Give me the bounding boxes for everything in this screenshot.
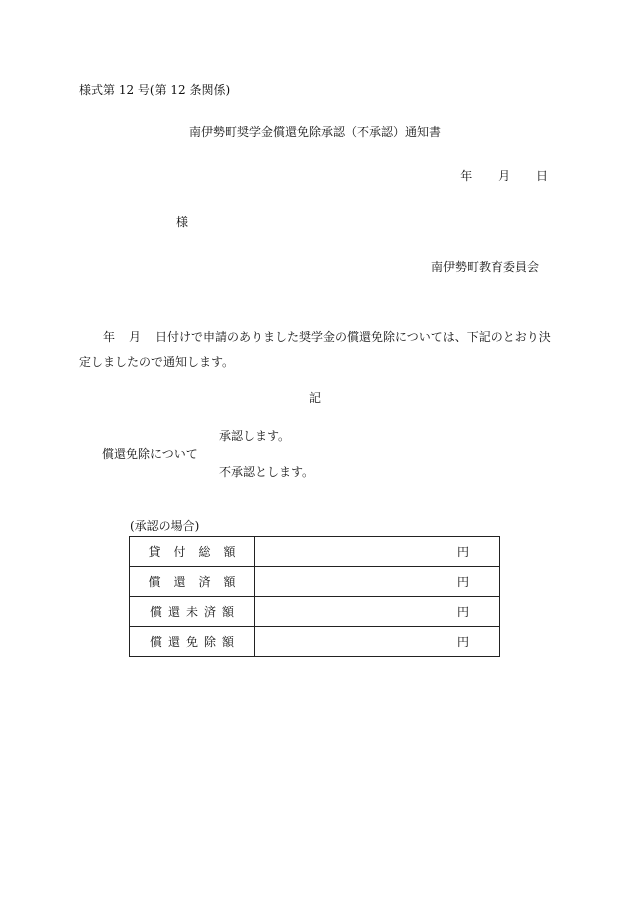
body-paragraph — [79, 325, 551, 375]
amount-table — [129, 536, 500, 657]
row-value — [255, 597, 500, 627]
issuer-name: 南伊勢町教育委員会 — [430, 260, 539, 274]
unit-yen: 円 — [456, 545, 469, 559]
row-label: 貸付総額 — [130, 537, 255, 567]
date-month: 月 — [498, 169, 511, 183]
document-title: 南伊勢町奨学金償還免除承認（不承認）通知書 — [188, 125, 441, 139]
unit-yen: 円 — [456, 575, 469, 589]
addressee-suffix: 様 — [176, 215, 189, 229]
table-row — [130, 567, 500, 597]
date-year: 年 — [460, 169, 473, 183]
body-month: 月 — [129, 330, 142, 344]
row-value — [255, 567, 500, 597]
form-number: 様式第 12 号(第 12 条関係) — [79, 83, 231, 97]
row-label: 償還未済額 — [130, 597, 255, 627]
option-approve: 承認します。 — [219, 429, 291, 443]
body-text: 日付けで申請のありました奨学金の償還免除については、下記のとおり決定しましたので通知します。 — [79, 330, 551, 369]
row-value — [255, 537, 500, 567]
unit-yen: 円 — [456, 605, 469, 619]
record-mark: 記 — [308, 391, 321, 405]
table-caption: (承認の場合) — [130, 519, 200, 533]
table-row — [130, 597, 500, 627]
table-row — [130, 537, 500, 567]
option-reject: 不承認とします。 — [219, 465, 315, 479]
decision-subject: 償還免除について — [102, 447, 198, 461]
unit-yen: 円 — [456, 635, 469, 649]
body-year: 年 — [103, 330, 116, 344]
date-line — [460, 170, 548, 182]
table-row — [130, 627, 500, 657]
row-label: 償還済額 — [130, 567, 255, 597]
row-value — [255, 627, 500, 657]
row-label: 償還免除額 — [130, 627, 255, 657]
date-day: 日 — [535, 169, 548, 183]
